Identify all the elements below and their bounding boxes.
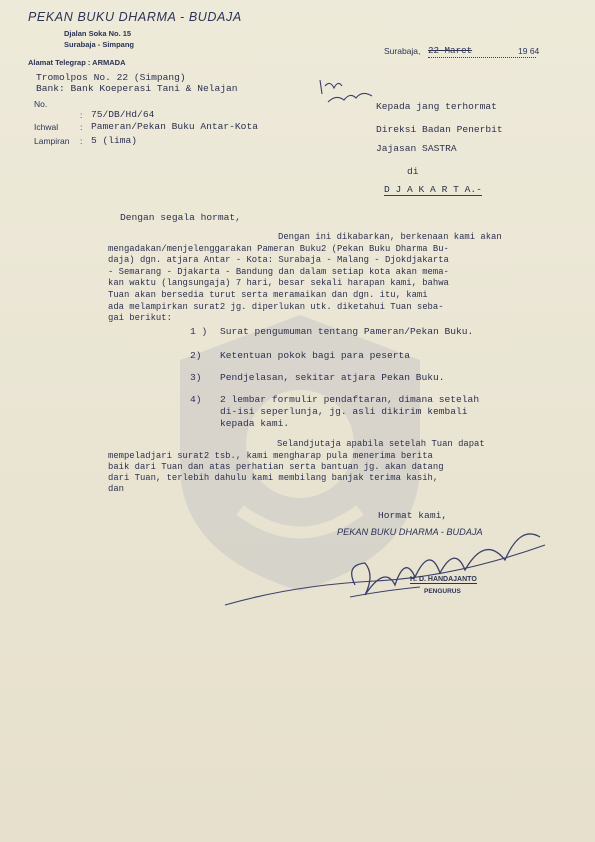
recipient-line-4: di <box>407 166 419 177</box>
ichwal-value: Pameran/Pekan Buku Antar-Kota <box>91 121 258 132</box>
letterhead-address-street: Djalan Soka No. 15 <box>64 29 132 38</box>
ichwal-label: Ichwal <box>34 122 59 132</box>
greeting: Dengan segala hormat, <box>120 212 241 223</box>
date-struck: 22 Maret <box>428 45 473 56</box>
telegram-address: Alamat Telegrap : ARMADA <box>28 58 126 67</box>
paragraph-1-line: - Semarang - Djakarta - Bandung dan dalam setiap kota akan mema- <box>108 266 449 277</box>
item-1-number: 1 ) <box>190 326 208 337</box>
paragraph-1-line: Tuan akan bersedia turut serta meramaikan dan dgn. itu, kami <box>108 289 428 300</box>
paragraph-1-line: kan waktu (langsungaja) 7 hari, besar sekali harapan kami, bahwa <box>108 278 449 289</box>
paragraph-2-line: dari Tuan, terlebih dahulu kami membilang banjak terima kasih, <box>108 473 439 483</box>
handwritten-note-icon <box>300 72 380 106</box>
paragraph-1-line: ada melampirkan surat2 jg. diperlukan utk. diketahui Tuan seba- <box>108 301 444 312</box>
recipient-line-1: Kepada jang terhormat <box>376 101 497 112</box>
item-3-number: 3) <box>190 372 202 383</box>
recipient-line-3: Jajasan SASTRA <box>376 143 457 154</box>
letterhead-name: PEKAN BUKU DHARMA - BUDAJA <box>28 10 242 24</box>
paragraph-1-line: Dengan ini dikabarkan, berkenaan kami akan <box>278 232 502 242</box>
item-3-text: Pendjelasan, sekitar atjara Pekan Buku. <box>220 372 445 383</box>
item-2-number: 2) <box>190 350 202 361</box>
closing-salutation: Hormat kami, <box>378 510 448 521</box>
paragraph-1-line: daja) dgn. atjara Antar - Kota: Surabaja - Malang - Djokdjakarta <box>108 255 449 266</box>
item-4-number: 4) <box>190 394 202 405</box>
paragraph-1-line: gai berikut: <box>108 313 172 324</box>
date-city: Surabaja, <box>384 46 421 56</box>
no-label: No. <box>34 99 48 109</box>
paragraph-1-line: mengadakan/menjelenggarakan Pameran Buku2 (Pekan Buku Dharma Bu- <box>108 243 449 254</box>
item-4-text-line: di-isi seperlunja, jg. asli dikirim kembali <box>220 406 468 417</box>
recipient-line-2: Direksi Badan Penerbit <box>376 124 503 135</box>
lampiran-colon: : <box>80 136 83 146</box>
signer-title: PENGURUS <box>424 588 461 595</box>
paragraph-2-line: dan <box>108 484 124 494</box>
item-4-text-line: kepada kami. <box>220 418 290 429</box>
item-2-text: Ketentuan pokok bagi para peserta <box>220 350 410 361</box>
date-underline <box>428 57 536 58</box>
lampiran-label: Lampiran <box>34 136 70 146</box>
paragraph-2-line: mempeladjari surat2 tsb., kami mengharap pula menerima berita <box>108 451 433 461</box>
no-value: 75/DB/Hd/64 <box>91 109 155 120</box>
item-1-text: Surat pengumuman tentang Pameran/Pekan Buku. <box>220 326 474 337</box>
contact-bank: Bank: Bank Koeperasi Tani & Nelajan <box>36 83 238 94</box>
signature-icon <box>215 515 565 625</box>
paragraph-2-line: baik dari Tuan dan atas perhatian serta bantuan jg. akan datang <box>108 462 444 472</box>
no-colon: : <box>80 110 83 120</box>
closing-org: PEKAN BUKU DHARMA - BUDAJA <box>337 527 483 537</box>
recipient-city: D J A K A R T A.- <box>384 184 482 195</box>
signer-name: H. D. HANDAJANTO <box>410 576 477 583</box>
contact-phone: Tromolpos No. 22 (Simpang) <box>36 72 186 83</box>
lampiran-value: 5 (lima) <box>91 135 138 146</box>
ichwal-colon: : <box>80 122 83 132</box>
paragraph-1 <box>108 232 565 325</box>
paragraph-2-line: Selandjutaja apabila setelah Tuan dapat <box>277 439 485 449</box>
letterhead-address-city: Surabaja - Simpang <box>64 40 135 49</box>
item-4-text-line: 2 lembar formulir pendaftaran, dimana setelah <box>220 394 480 405</box>
date-year: 19 64 <box>518 46 540 56</box>
